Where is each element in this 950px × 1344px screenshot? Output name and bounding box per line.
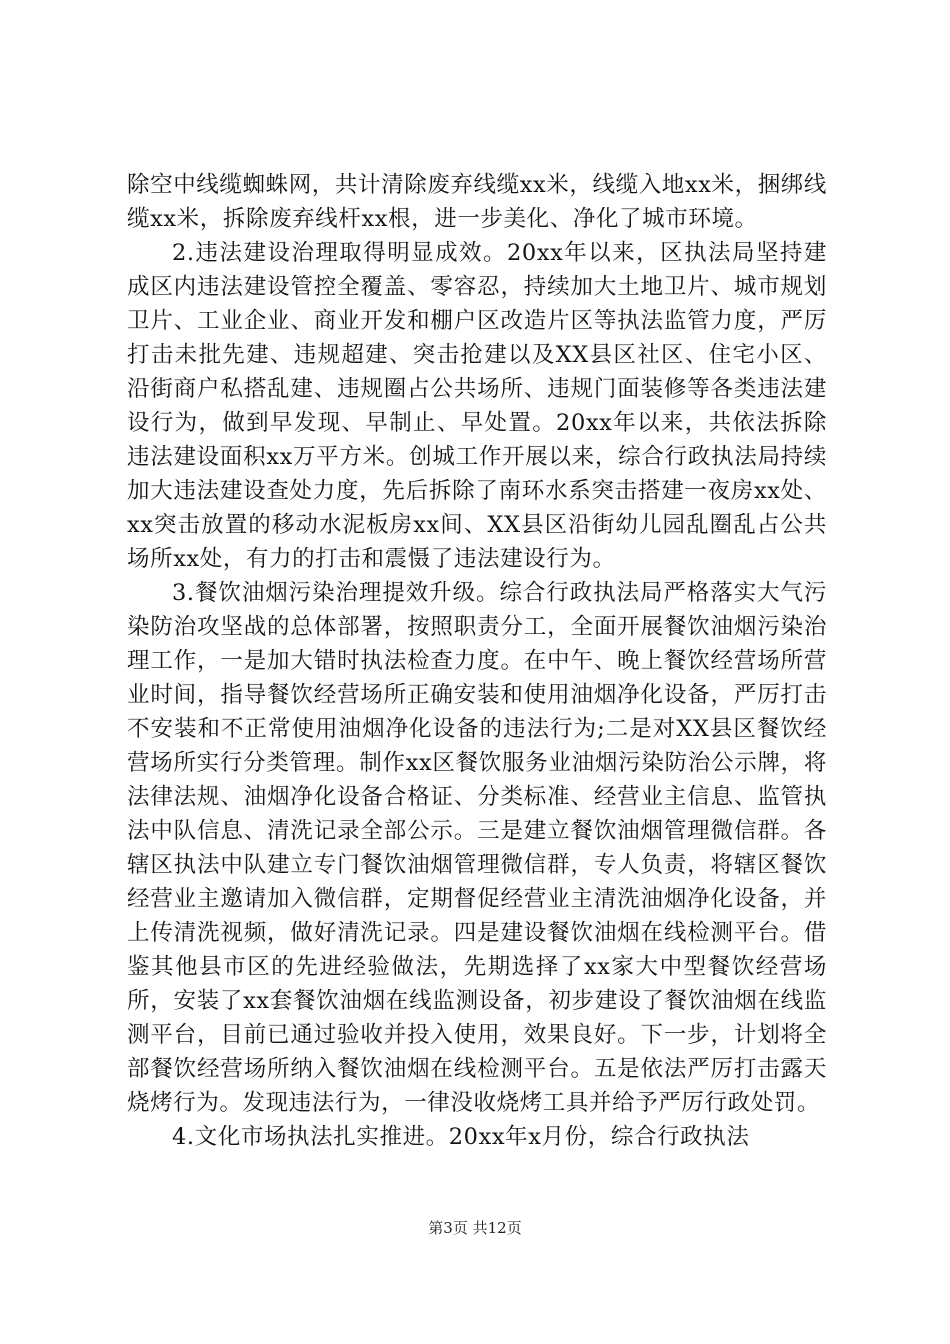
paragraph-catering-fumes: 3.餐饮油烟污染治理提效升级。综合行政执法局严格落实大气污染防治攻坚战的总体部署，按照职责分工，全面开展餐饮油烟污染治理工作，一是加大错时执法检查力度。在中午、晚上餐饮经营场所营业时间，指导餐饮经营场所正确安装和使用油烟净化设备，严厉打击不安装和不正常使用油烟净化设备的违法行为;二是对XX县区餐饮经营场所实行分类管理。制作xx区餐饮服务业油烟污染防治公示牌，将法律法规、油烟净化设备合格证、分类标准、经营业主信息、监管执法中队信息、清洗记录全部公示。三是建立餐饮油烟管理微信群。各辖区执法中队建立专门餐饮油烟管理微信群，专人负责，将辖区餐饮经营业主邀请加入微信群，定期督促经营业主清洗油烟净化设备，并上传清洗视频，做好清洗记录。四是建设餐饮油烟在线检测平台。借鉴其他县市区的先进经验做法，先期选择了xx家大中型餐饮经营场所，安装了xx套餐饮油烟在线监测设备，初步建设了餐饮油烟在线监测平台，目前已通过验收并投入使用，效果良好。下一步，计划将全部餐饮经营场所纳入餐饮油烟在线检测平台。五是依法严厉打击露天烧烤行为。发现违法行为，一律没收烧烤工具并给予严厉行政处罚。 <box>127 580 827 1116</box>
paragraph-illegal-construction: 2.违法建设治理取得明显成效。20xx年以来，区执法局坚持建成区内违法建设管控全覆盖、零容忍，持续加大土地卫片、城市规划卫片、工业企业、商业开发和棚户区改造片区等执法监管力度，严厉打击未批先建、违规超建、突击抢建以及XX县区社区、住宅小区、沿街商户私搭乱建、违规圈占公共场所、违规门面装修等各类违法建设行为，做到早发现、早制止、早处置。20xx年以来，共依法拆除违法建设面积xx万平方米。创城工作开展以来，综合行政执法局持续加大违法建设查处力度，先后拆除了南环水系突击搭建一夜房xx处、xx突击放置的移动水泥板房xx间、XX县区沿街幼儿园乱圈乱占公共场所xx处，有力的打击和震慑了违法建设行为。 <box>127 240 827 572</box>
paragraph-continued: 除空中线缆蜘蛛网，共计清除废弃线缆xx米，线缆入地xx米，捆绑线缆xx米，拆除废弃线杆xx根，进一步美化、净化了城市环境。 <box>127 172 827 232</box>
document-body <box>127 168 827 1154</box>
paragraph-culture-market: 4.文化市场执法扎实推进。20xx年x月份，综合行政执法 <box>172 1124 750 1150</box>
page-number-footer: 第3页 共12页 <box>428 1219 522 1237</box>
